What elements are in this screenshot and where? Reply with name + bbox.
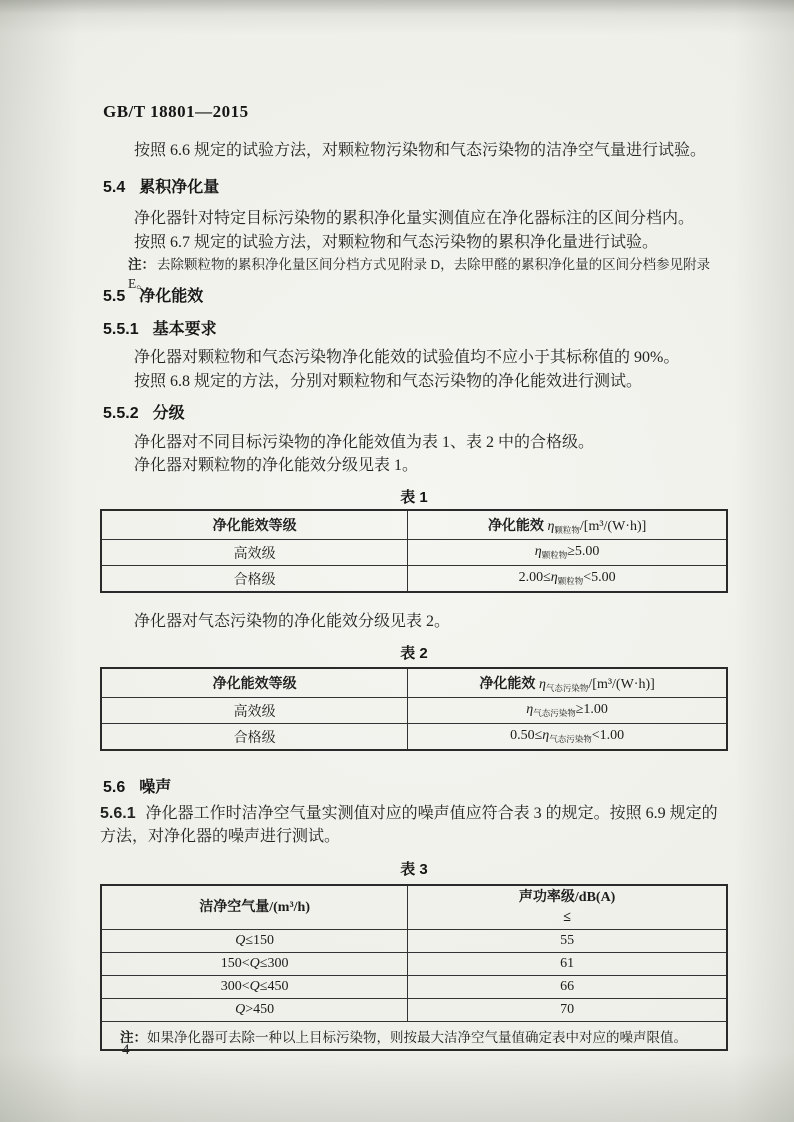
para-5-4-requirement: 净化器针对特定目标污染物的累积净化量实测值应在净化器标注的区间分档内。 bbox=[134, 210, 695, 227]
table2-col1-header: 净化能效等级 bbox=[101, 668, 408, 698]
table-row bbox=[101, 540, 727, 566]
heading-5-5-number: 5.5 bbox=[103, 288, 126, 305]
para-5-6-1 bbox=[100, 802, 731, 848]
table2-col2-header bbox=[408, 668, 727, 698]
table3-col2-header-line1: 声功率级/dB(A) bbox=[518, 889, 616, 905]
table2-formula-high bbox=[408, 698, 727, 724]
table3-range-3 bbox=[101, 976, 408, 999]
para-caa-test: 按照 6.6 规定的试验方法，对颗粒物污染物和气态污染物的洁净空气量进行试验。 bbox=[134, 142, 707, 159]
table3-note-text: 如果净化器可去除一种以上目标污染物，则按最大洁净空气量值确定表中对应的噪声限值。 bbox=[147, 1029, 687, 1045]
table3-value-4: 70 bbox=[408, 999, 727, 1022]
table-row bbox=[101, 953, 727, 976]
heading-5-5-2-number: 5.5.2 bbox=[103, 405, 139, 422]
table-1 bbox=[100, 509, 728, 593]
formula-post: <1.00 bbox=[591, 728, 625, 743]
formula-pre: 0.50≤ bbox=[510, 728, 543, 743]
heading-5-5-2-title: 分级 bbox=[152, 405, 185, 422]
table1-caption: 表 1 bbox=[400, 489, 428, 506]
table-row bbox=[101, 724, 727, 751]
eta-subscript: 颗粒物 bbox=[541, 550, 568, 560]
table-row bbox=[101, 930, 727, 953]
table2-grade-high: 高效级 bbox=[101, 698, 408, 724]
table3-range-4 bbox=[101, 999, 408, 1022]
heading-5-5-1 bbox=[103, 316, 728, 339]
table3-note-cell bbox=[101, 1022, 727, 1051]
para-5-5-2-grades: 净化器对不同目标污染物的净化能效值为表 1、表 2 中的合格级。 bbox=[134, 434, 595, 451]
table1-col2-unit: /[m³/(W·h)] bbox=[579, 518, 647, 534]
table1-header-row bbox=[101, 510, 727, 540]
para-5-5-1-requirement: 净化器对颗粒物和气态污染物净化能效的试验值均不应小于其标称值的 90%。 bbox=[134, 349, 680, 366]
heading-5-5 bbox=[103, 283, 728, 306]
table1-col2-header bbox=[408, 510, 727, 540]
eta-symbol: η bbox=[534, 544, 542, 559]
table2-formula-pass bbox=[408, 724, 727, 751]
eta-symbol: η bbox=[550, 570, 558, 585]
table3-range-2 bbox=[101, 953, 408, 976]
table-row bbox=[101, 999, 727, 1022]
table3-col1-header: 洁净空气量/(m³/h) bbox=[101, 885, 408, 930]
table-row bbox=[101, 566, 727, 593]
para-5-5-2-table1-ref: 净化器对颗粒物的净化能效分级见表 1。 bbox=[134, 457, 419, 474]
heading-5-4-number: 5.4 bbox=[103, 179, 126, 196]
table2-header-row bbox=[101, 668, 727, 698]
table3-note-row bbox=[101, 1022, 727, 1051]
table-3 bbox=[100, 884, 728, 1051]
q-variable: Q bbox=[249, 979, 260, 994]
heading-5-4-title: 累积净化量 bbox=[139, 179, 220, 196]
table1-formula-high bbox=[408, 540, 727, 566]
eta-symbol: η bbox=[542, 728, 550, 743]
table2-col2-label: 净化能效 bbox=[479, 676, 539, 692]
table2-grade-pass: 合格级 bbox=[101, 724, 408, 751]
table-2 bbox=[100, 667, 728, 751]
page-number: 4 bbox=[122, 1042, 130, 1058]
table3-col2-header bbox=[408, 885, 727, 930]
table3-note-label: 注： bbox=[120, 1029, 147, 1045]
table2-col2-unit: /[m³/(W·h)] bbox=[588, 676, 655, 692]
clause-5-6-1-number: 5.6.1 bbox=[100, 805, 136, 822]
eta-subscript: 气态污染物 bbox=[533, 708, 576, 718]
heading-5-6-title: 噪声 bbox=[139, 779, 172, 796]
table2-caption: 表 2 bbox=[400, 645, 428, 662]
table1-col1-header: 净化能效等级 bbox=[101, 510, 408, 540]
table3-range-1 bbox=[101, 930, 408, 953]
eta-subscript: 气态污染物 bbox=[549, 734, 592, 744]
formula-post: ≥5.00 bbox=[567, 544, 600, 559]
doc-number: GB/T 18801—2015 bbox=[103, 102, 249, 121]
range-pre: 150< bbox=[220, 956, 250, 971]
table3-caption: 表 3 bbox=[400, 861, 428, 878]
eta-symbol: η bbox=[547, 518, 555, 534]
table3-col2-header-line2: ≤ bbox=[563, 909, 571, 925]
para-5-5-1-test: 按照 6.8 规定的方法，分别对颗粒物和气态污染物的净化能效进行测试。 bbox=[134, 373, 643, 390]
formula-pre: 2.00≤ bbox=[518, 570, 551, 585]
table3-value-3: 66 bbox=[408, 976, 727, 999]
q-variable: Q bbox=[235, 1002, 246, 1017]
eta-symbol: η bbox=[538, 676, 546, 692]
formula-post: <5.00 bbox=[583, 570, 616, 585]
heading-5-4 bbox=[103, 174, 728, 197]
table-row bbox=[101, 698, 727, 724]
table1-col2-label: 净化能效 bbox=[487, 518, 548, 534]
clause-5-6-1-text: 净化器工作时洁净空气量实测值对应的噪声值应符合表 3 的规定。按照 6.9 规定的方法，对净化器的噪声进行测试。 bbox=[100, 805, 718, 845]
eta-subscript: 颗粒物 bbox=[557, 576, 584, 586]
note-5-4-label: 注： bbox=[128, 257, 155, 272]
para-5-5-2-table2-ref: 净化器对气态污染物的净化能效分级见表 2。 bbox=[134, 613, 451, 630]
table1-formula-pass bbox=[408, 566, 727, 593]
para-5-4-test: 按照 6.7 规定的试验方法，对颗粒物和气态污染物的累积净化量进行试验。 bbox=[134, 234, 659, 251]
table-row bbox=[101, 976, 727, 999]
heading-5-6 bbox=[103, 774, 728, 797]
range-post: ≤450 bbox=[259, 979, 289, 994]
eta-subscript: 气态污染物 bbox=[545, 682, 589, 693]
range-post: >450 bbox=[245, 1002, 275, 1017]
range-post: ≤150 bbox=[245, 933, 275, 948]
eta-symbol: η bbox=[526, 702, 534, 717]
note-5-4-text: 去除颗粒物的累积净化量区间分档方式见附录 D，去除甲醛的累积净化量的区间分档参见附录 E。 bbox=[128, 257, 711, 291]
table1-grade-pass: 合格级 bbox=[101, 566, 408, 593]
table3-value-1: 55 bbox=[408, 930, 727, 953]
heading-5-5-1-title: 基本要求 bbox=[152, 321, 217, 338]
range-pre: 300< bbox=[220, 979, 250, 994]
table3-header-row bbox=[101, 885, 727, 930]
heading-5-5-1-number: 5.5.1 bbox=[103, 321, 139, 338]
q-variable: Q bbox=[249, 956, 260, 971]
heading-5-5-title: 净化能效 bbox=[139, 288, 204, 305]
q-variable: Q bbox=[235, 933, 246, 948]
table3-value-2: 61 bbox=[408, 953, 727, 976]
formula-post: ≥1.00 bbox=[575, 702, 608, 717]
range-post: ≤300 bbox=[259, 956, 289, 971]
eta-subscript: 颗粒物 bbox=[554, 524, 580, 535]
heading-5-5-2 bbox=[103, 400, 728, 423]
table1-grade-high: 高效级 bbox=[101, 540, 408, 566]
heading-5-6-number: 5.6 bbox=[103, 779, 126, 796]
